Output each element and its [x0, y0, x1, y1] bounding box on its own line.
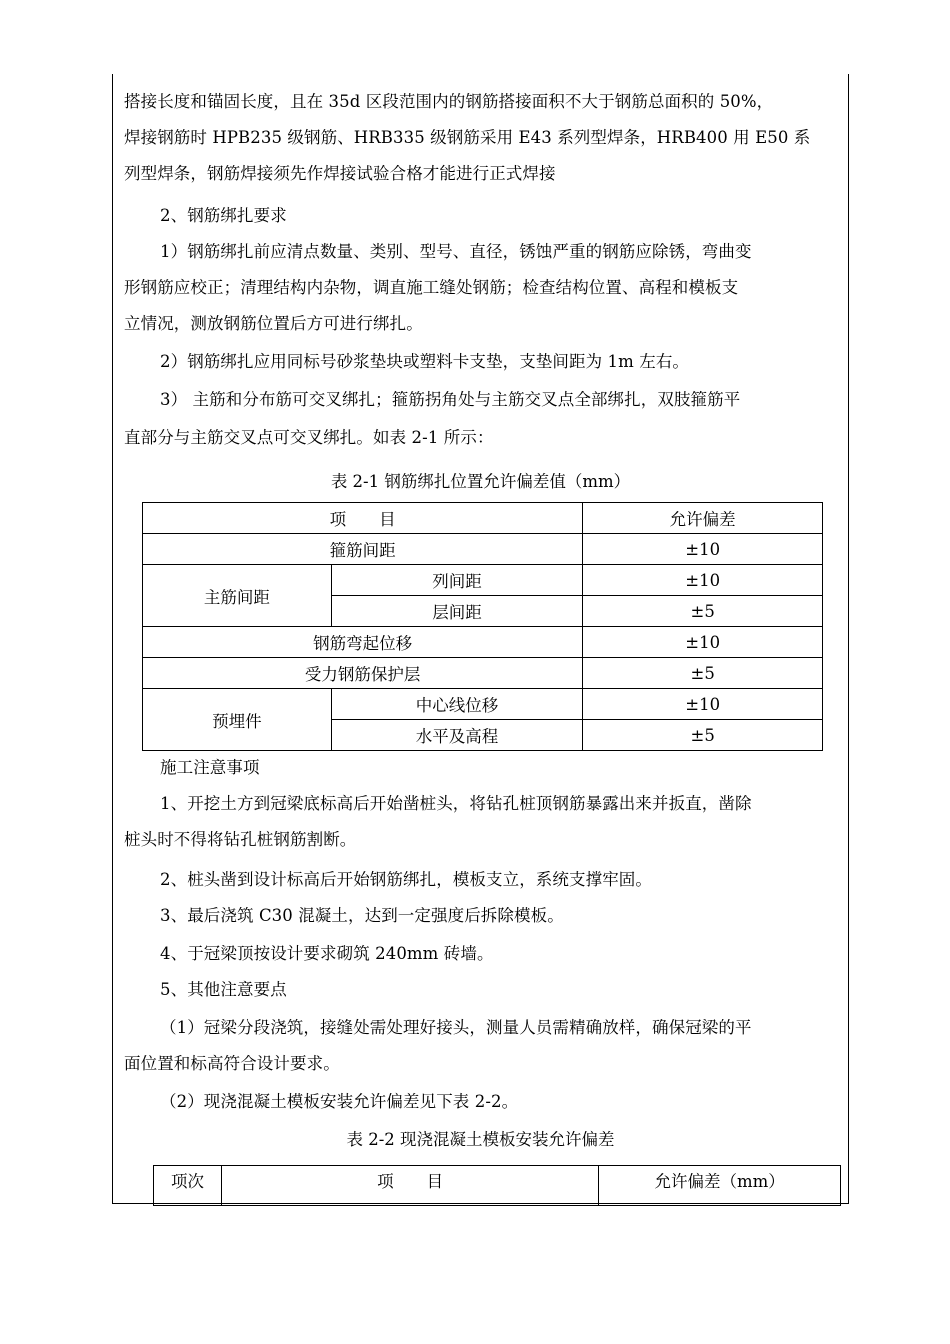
- table-row: [143, 627, 823, 658]
- row-label: 中心线位移: [331, 689, 583, 720]
- row-value: ±5: [583, 596, 823, 627]
- tolerance-table-1: [142, 502, 823, 751]
- table-header-tolerance: 允许偏差（mm）: [599, 1166, 841, 1206]
- row-label: 水平及高程: [331, 720, 583, 751]
- table-header-row: [154, 1166, 841, 1206]
- row-value: ±10: [583, 565, 823, 596]
- section-heading: 5、其他注意要点: [160, 980, 287, 999]
- paragraph-line: 焊接钢筋时 HPB235 级钢筋、HRB335 级钢筋采用 E43 系列型焊条，HRB400 用 E50 系: [124, 128, 811, 147]
- tolerance-table-2: [153, 1165, 841, 1206]
- paragraph-line: 3） 主筋和分布筋可交叉绑扎；箍筋拐角处与主筋交叉点全部绑扎，双肢箍筋平: [160, 390, 741, 409]
- table-row: [143, 658, 823, 689]
- row-label: 箍筋间距: [143, 534, 583, 565]
- table-row: [143, 565, 823, 596]
- paragraph-line: （2）现浇混凝土模板安装允许偏差见下表 2-2。: [160, 1092, 519, 1111]
- paragraph-line: 4、于冠梁顶按设计要求砌筑 240mm 砖墙。: [160, 944, 494, 963]
- paragraph-line: 1、开挖土方到冠梁底标高后开始凿桩头，将钻孔桩顶钢筋暴露出来并扳直，凿除: [160, 794, 752, 813]
- table2-caption: 表 2-2 现浇混凝土模板安装允许偏差: [346, 1130, 615, 1149]
- row-label: 受力钢筋保护层: [143, 658, 583, 689]
- table-header-tolerance: 允许偏差: [583, 503, 823, 534]
- section-heading: 2、钢筋绑扎要求: [160, 206, 287, 225]
- paragraph-line: 立情况，测放钢筋位置后方可进行绑扎。: [124, 314, 423, 333]
- table-header-item: 项 目: [143, 503, 583, 534]
- row-value: ±10: [583, 627, 823, 658]
- row-value: ±10: [583, 534, 823, 565]
- table-header-item: 项 目: [221, 1166, 598, 1206]
- paragraph-line: 3、最后浇筑 C30 混凝土，达到一定强度后拆除模板。: [160, 906, 564, 925]
- paragraph-line: （1）冠梁分段浇筑，接缝处需处理好接头，测量人员需精确放样，确保冠梁的平: [160, 1018, 752, 1037]
- row-label: 钢筋弯起位移: [143, 627, 583, 658]
- paragraph-line: 2、桩头凿到设计标高后开始钢筋绑扎，模板支立，系统支撑牢固。: [160, 870, 652, 889]
- table-header-no: 项次: [154, 1166, 222, 1206]
- row-value: ±5: [583, 658, 823, 689]
- paragraph-line: 桩头时不得将钻孔桩钢筋割断。: [124, 830, 357, 849]
- row-label: 列间距: [331, 565, 583, 596]
- paragraph-line: 2）钢筋绑扎应用同标号砂浆垫块或塑料卡支垫，支垫间距为 1m 左右。: [160, 352, 690, 371]
- section-heading: 施工注意事项: [160, 758, 260, 777]
- table1-caption: 表 2-1 钢筋绑扎位置允许偏差值（mm）: [330, 472, 631, 491]
- table-row: [143, 534, 823, 565]
- row-group-label: 预埋件: [143, 689, 332, 751]
- row-group-label: 主筋间距: [143, 565, 332, 627]
- paragraph-line: 直部分与主筋交叉点可交叉绑扎。如表 2-1 所示：: [124, 428, 494, 447]
- table-header-row: [143, 503, 823, 534]
- row-label: 层间距: [331, 596, 583, 627]
- paragraph-line: 1）钢筋绑扎前应清点数量、类别、型号、直径，锈蚀严重的钢筋应除锈，弯曲变: [160, 242, 752, 261]
- paragraph-line: 搭接长度和锚固长度，且在 35d 区段范围内的钢筋搭接面积不大于钢筋总面积的 50%，: [124, 92, 774, 111]
- paragraph-line: 形钢筋应校正；清理结构内杂物，调直施工缝处钢筋；检查结构位置、高程和模板支: [124, 278, 739, 297]
- table-row: [143, 689, 823, 720]
- row-value: ±10: [583, 689, 823, 720]
- paragraph-line: 列型焊条，钢筋焊接须先作焊接试验合格才能进行正式焊接: [124, 164, 556, 183]
- paragraph-line: 面位置和标高符合设计要求。: [124, 1054, 340, 1073]
- row-value: ±5: [583, 720, 823, 751]
